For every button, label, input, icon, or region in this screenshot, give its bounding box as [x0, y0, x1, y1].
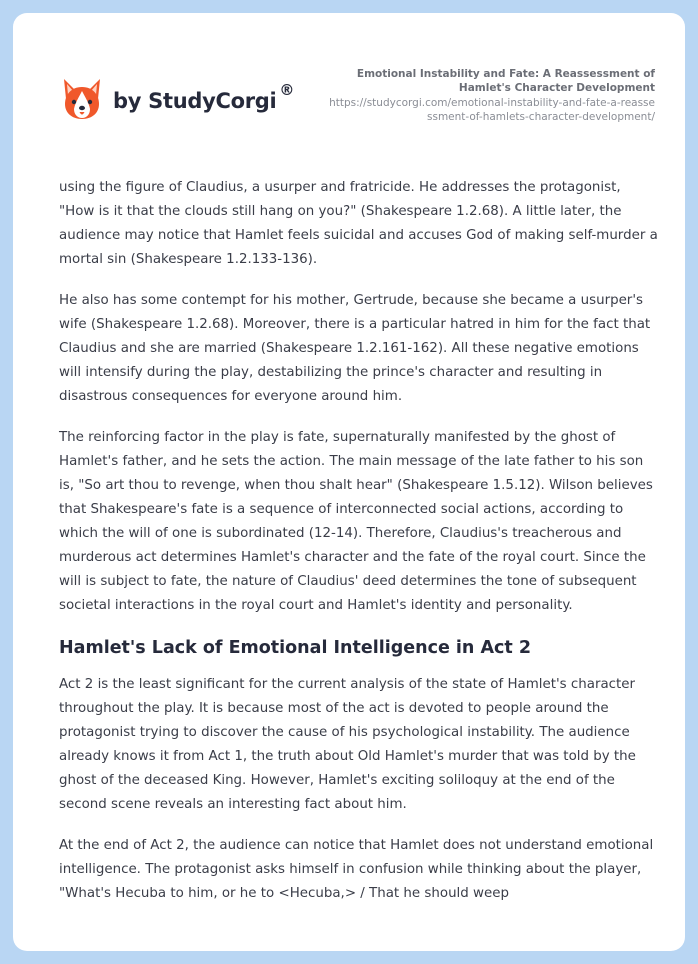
paragraph: He also has some contempt for his mother, Gertrude, because she became a usurper's wife (Shakespeare 1.2.68). Moreover, there is a particular hatred in him for the fact that Claudius and she are married (Shakespeare 1.2.161-162). All these negative emotions will intensify during the play, destabilizing the prince's character and resulting in disastrous consequences for everyone around him. — [59, 293, 651, 404]
paragraph: The reinforcing factor in the play is fate, supernaturally manifested by the ghost of Hamlet's father, and he sets the action. The main message of the late father to his son is, "So art thou to revenge, when thou shalt hear" (Shakespeare 1.5.12). Wilson believes that Shakespeare's fate is a sequence of interconnected social actions, according to which the will of one is subordinated (12-14). Therefore, Claudius's treacherous and murderous act determines Hamlet's character and the fate of the royal court. Since the will is subject to fate, the nature of Claudius' deed determines the tone of subsequent societal interactions in the royal court and Hamlet's identity and personality. — [59, 430, 653, 613]
essay-content — [59, 176, 659, 923]
registered-mark: ® — [279, 81, 295, 99]
document-title: Emotional Instability and Fate: A Reassessment of Hamlet's Character Development — [356, 68, 655, 94]
brand-name: by StudyCorgi — [113, 89, 277, 113]
document-page — [13, 13, 685, 951]
document-url[interactable]: https://studycorgi.com/emotional-instability-and-fate-a-reassessment-of-hamlets-character-development/ — [329, 97, 655, 123]
paragraph: Act 2 is the least significant for the current analysis of the state of Hamlet's character throughout the play. It is because most of the act is devoted to people around the protagonist trying to discover the cause of his psychological instability. The audience already knows it from Act 1, the truth about Old Hamlet's murder that was told by the ghost of the deceased King. However, Hamlet's exciting soliloquy at the end of the second scene reveals an interesting fact about him. — [59, 677, 636, 812]
section-heading: Hamlet's Lack of Emotional Intelligence in Act 2 — [59, 638, 532, 658]
paragraph: using the figure of Claudius, a usurper and fratricide. He addresses the protagonist, "How is it that the clouds still hang on you?" (Shakespeare 1.2.68). A little later, the audience may notice that Hamlet feels suicidal and accuses God of making self-murder a mortal sin (Shakespeare 1.2.133-136). — [59, 180, 658, 267]
corgi-logo-icon — [61, 77, 103, 121]
paragraph: At the end of Act 2, the audience can notice that Hamlet does not understand emotional intelligence. The protagonist asks himself in confusion while thinking about the player, "What's Hecuba to him, or he to <Hecuba,> / That he should weep — [59, 838, 654, 901]
studycorgi-logo[interactable] — [61, 77, 294, 121]
document-meta — [325, 67, 655, 124]
